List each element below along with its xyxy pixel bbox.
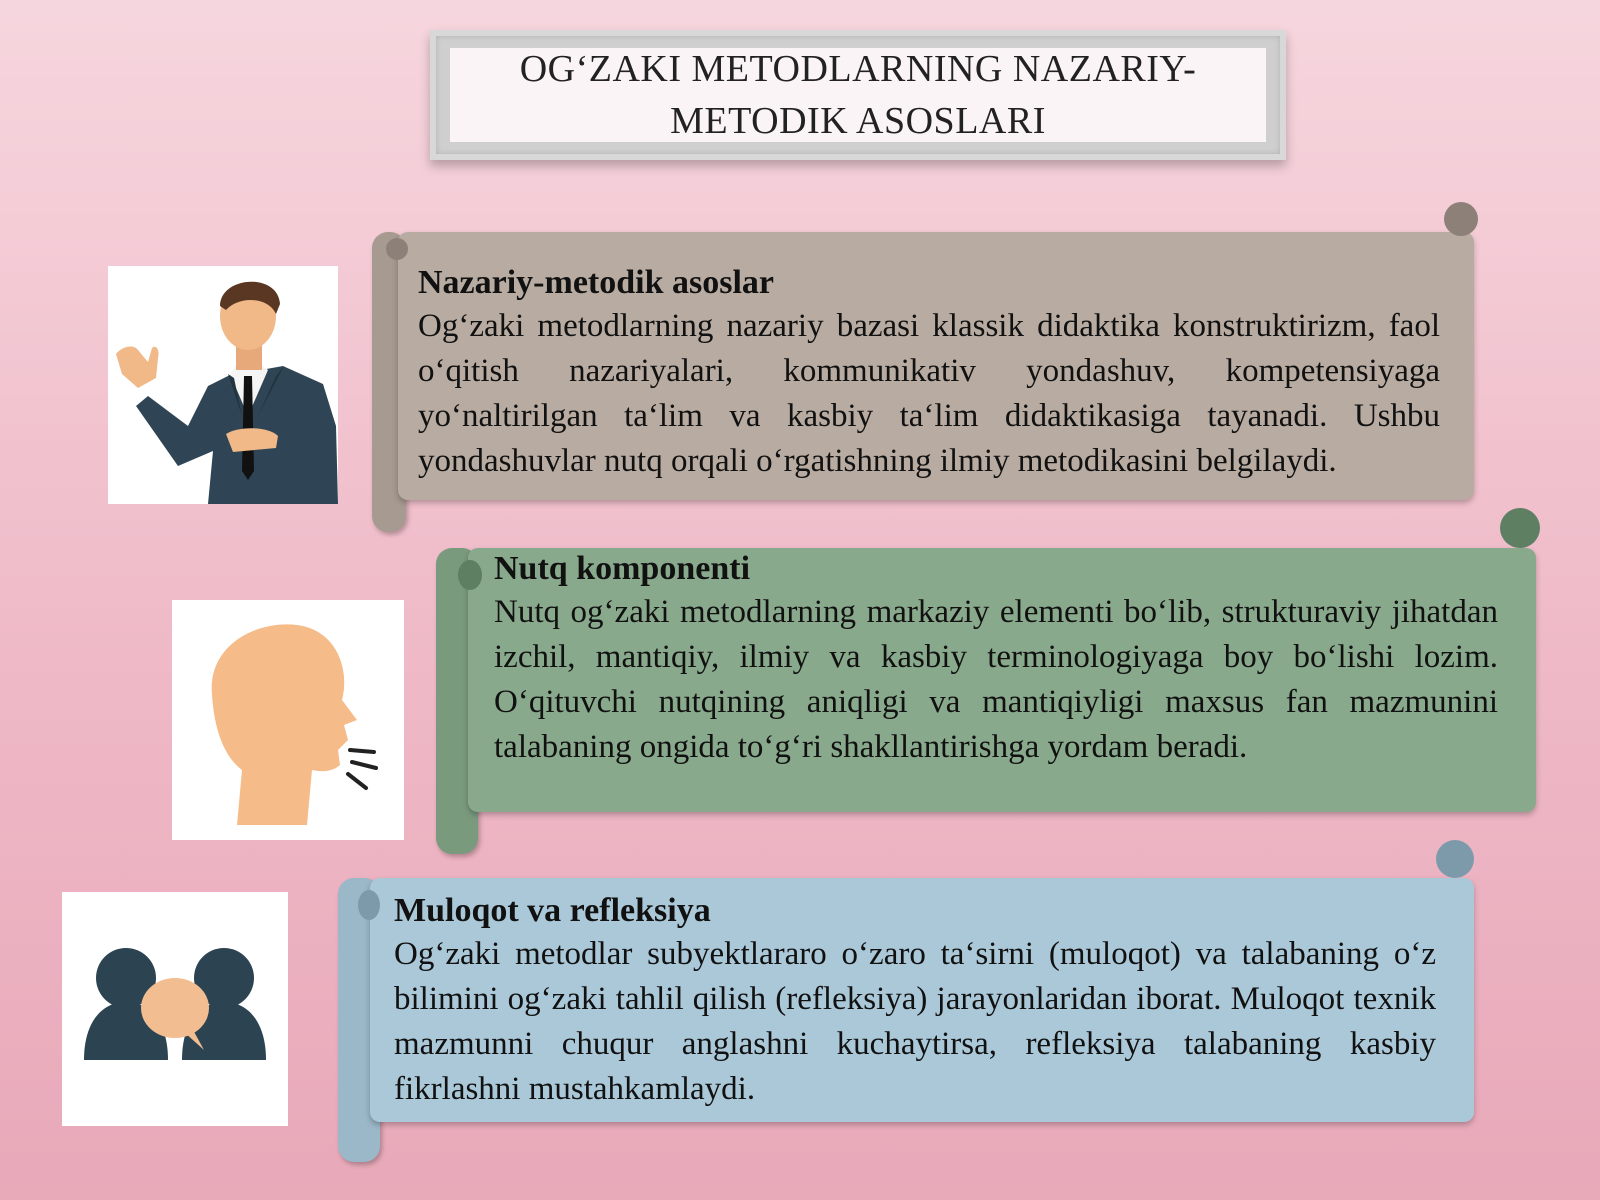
section-text-3 (394, 890, 1436, 1112)
speaking-head-picture (172, 600, 404, 840)
teacher-picture (108, 266, 338, 504)
scroll-curl-top-left (386, 238, 408, 260)
section-text-2 (494, 548, 1498, 770)
section-paragraph-2: Nutq og‘zaki metodlarning markaziy elementi bo‘lib, strukturaviy jihatdan izchil, mantiqiy, ilmiy va kasbiy terminologiyaga boy bo‘lishi lozim. O‘qituvchi nutqining aniqligi va mantiqiyligi maxsus fan mazmunini talabaning ongida to‘g‘ri shakllantirishga yordam beradi. (494, 594, 1498, 765)
section-heading-1: Nazariy-metodik asoslar (418, 264, 775, 301)
teacher-icon (108, 266, 338, 504)
conversation-picture (62, 892, 288, 1126)
speaking-head-icon (172, 600, 404, 840)
scroll-curl-top-right (1500, 508, 1540, 548)
scroll-curl-top-right (1444, 202, 1478, 236)
scroll-curl-top-right (1436, 840, 1474, 878)
conversation-icon (62, 892, 288, 1126)
scroll-curl-top-left (358, 890, 380, 920)
section-heading-3: Muloqot va refleksiya (394, 892, 711, 929)
page-title (450, 48, 1266, 142)
title-frame (430, 30, 1286, 160)
scroll-curl-top-left (458, 560, 482, 590)
section-paragraph-1: Og‘zaki metodlarning nazariy bazasi klassik didaktika konstruktirizm, faol o‘qitish nazariyalari, kommunikativ yondashuv, kompetensiyaga yo‘naltirilgan ta‘lim va kasbiy ta‘lim didaktikasiga tayanadi. Ushbu yondashuvlar nutq orqali o‘rgatishning ilmiy metodikasini belgilaydi. (418, 308, 1440, 479)
section-text-1 (418, 262, 1440, 484)
section-heading-2: Nutq komponenti (494, 550, 751, 587)
title-line-1: OG‘ZAKI METODLARNING NAZARIY- (519, 48, 1197, 90)
title-line-2: METODIK ASOSLARI (670, 100, 1046, 142)
section-paragraph-3: Og‘zaki metodlar subyektlararo o‘zaro ta‘sirni (muloqot) va talabaning o‘z bilimini og‘zaki tahlil qilish (refleksiya) jarayonlaridan iborat. Muloqot texnik mazmunni chuqur anglashni kuchaytirsa, refleksiya talabaning kasbiy fikrlashni mustahkamlaydi. (394, 936, 1436, 1107)
